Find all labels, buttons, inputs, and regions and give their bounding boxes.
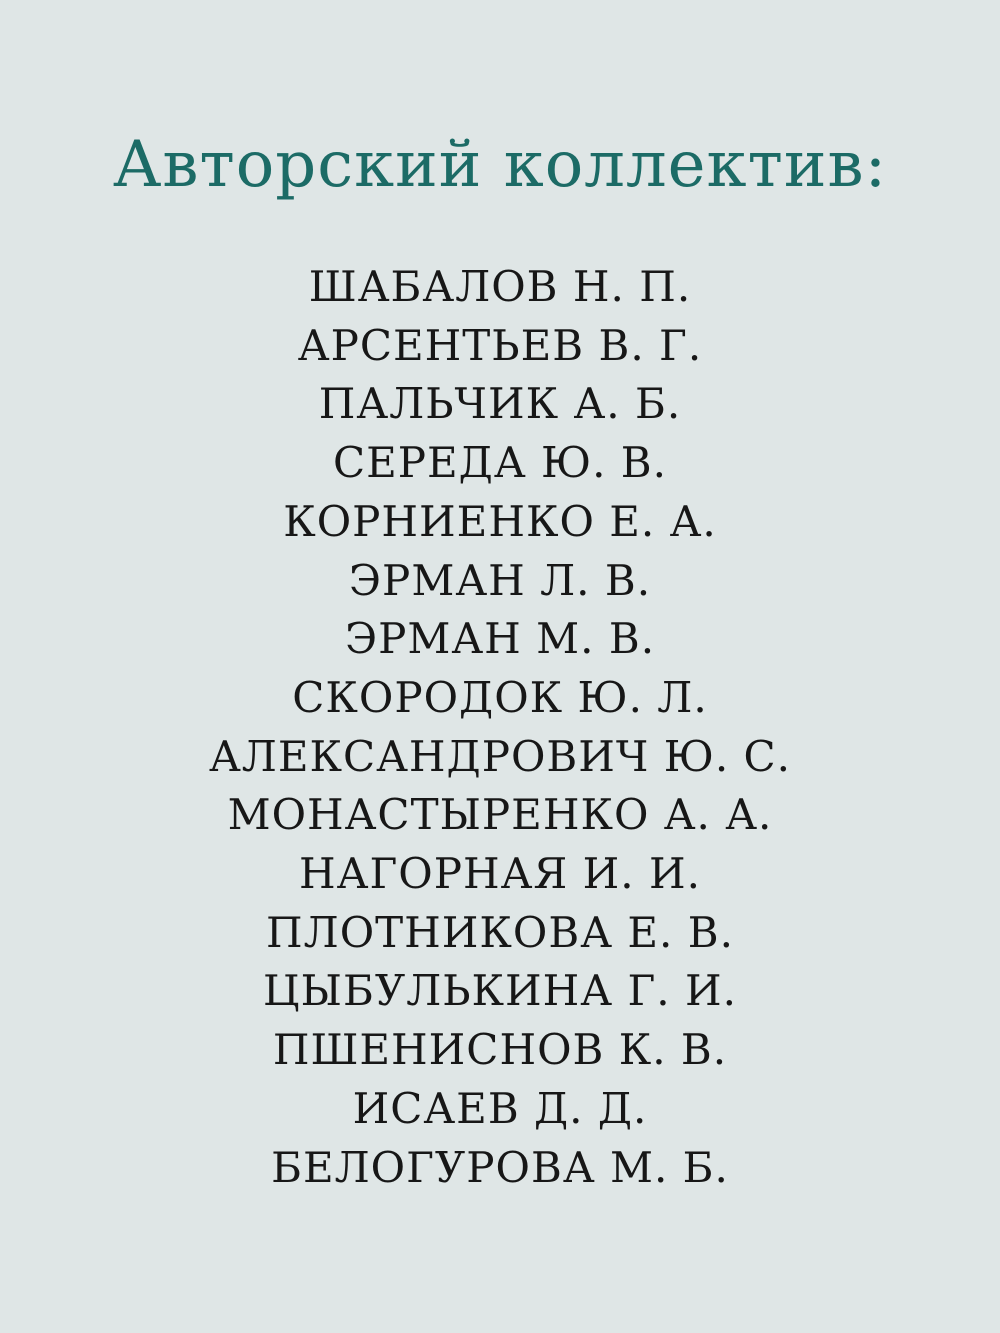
page-title: Авторский коллектив: [112, 128, 888, 202]
author-item: ЭРМАН М. В. [344, 614, 656, 664]
author-item: АРСЕНТЬЕВ В. Г. [297, 320, 703, 370]
author-item: ПЛОТНИКОВА Е. В. [266, 907, 734, 957]
author-item: МОНАСТЫРЕНКО А. А. [227, 790, 773, 840]
authors-list [0, 258, 1000, 1197]
author-item: СЕРЕДА Ю. В. [332, 438, 668, 488]
author-item: НАГОРНАЯ И. И. [299, 849, 701, 899]
author-item: ИСАЕВ Д. Д. [352, 1083, 648, 1133]
author-item: КОРНИЕНКО Е. А. [283, 496, 717, 546]
author-item: ЦЫБУЛЬКИНА Г. И. [263, 966, 737, 1016]
author-item: БЕЛОГУРОВА М. Б. [271, 1142, 729, 1192]
author-item: ШАБАЛОВ Н. П. [308, 262, 692, 311]
author-item: АЛЕКСАНДРОВИЧ Ю. С. [208, 731, 792, 781]
author-item: ПШЕНИСНОВ К. В. [272, 1025, 728, 1075]
author-item: ЭРМАН Л. В. [348, 555, 652, 605]
author-item: ПАЛЬЧИК А. Б. [318, 379, 682, 429]
author-item: СКОРОДОК Ю. Л. [292, 672, 708, 722]
